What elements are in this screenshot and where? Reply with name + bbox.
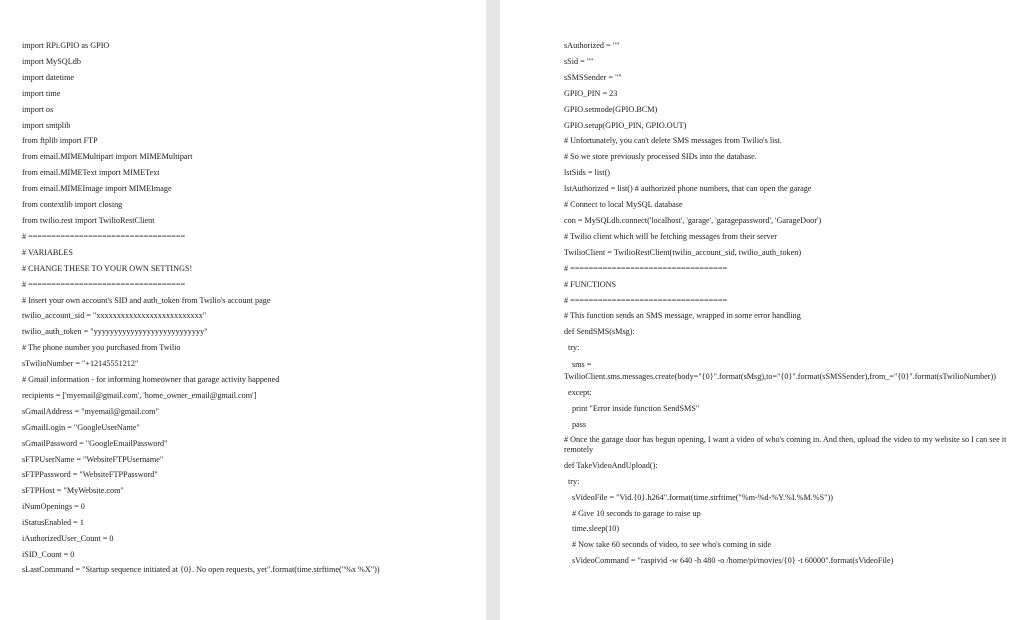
separator-comment: # ==================================	[22, 231, 186, 241]
separator-comment: # ==================================	[22, 279, 186, 289]
code-line: sAuthorized = ""	[564, 41, 620, 50]
code-line: from ftplib import FTP	[22, 136, 98, 146]
code-comment: # Once the garage door has begun opening, I want a video of who's coming in. And then, upload the video to my website so I can see it remotely	[564, 434, 1007, 454]
code-line: sSid = ""	[564, 56, 594, 66]
code-line: import datetime	[22, 72, 75, 82]
code-comment: # Twilio client which will be fetching messages from their server	[564, 231, 778, 241]
code-line: print "Error inside function SendSMS"	[572, 404, 700, 414]
code-line: TwilioClient.sms.messages.create(body="{0}".format(sMsg),to="{0}".format(sSMSSender),from_="{0}".format(sTwilioNumber))	[564, 372, 996, 382]
code-line: sVideoCommand = "raspivid -w 640 -h 480 -o /home/pi/movies/{0} -t 60000".format(sVideoFile)	[572, 556, 894, 566]
code-line: import MySQLdb	[22, 56, 81, 66]
code-line: import time	[22, 88, 61, 98]
document-page-left	[0, 0, 486, 620]
code-line: TwilioClient = TwilioRestClient(twilio_account_sid, twilio_auth_token)	[564, 247, 802, 257]
code-line: iStatusEnabled = 1	[22, 518, 84, 528]
code-line: GPIO_PIN = 23	[564, 88, 618, 98]
code-line: sVideoFile = "Vid.{0}.h264".format(time.strftime("%m-%d-%Y.%I.%M.%S"))	[572, 492, 833, 502]
code-comment: # Insert your own account's SID and auth_token from Twilio's account page	[22, 295, 271, 305]
code-line: sms =	[572, 360, 592, 370]
section-comment: # FUNCTIONS	[564, 279, 617, 289]
code-comment: # Gmail information - for informing homeowner that garage activity happened	[22, 375, 280, 385]
code-comment: # Now take 60 seconds of video, to see who's coming in side	[572, 540, 772, 550]
section-comment: # VARIABLES	[22, 247, 73, 257]
code-comment: # This function sends an SMS message, wrapped in some error handling	[564, 311, 801, 321]
code-line: from twilio.rest import TwilioRestClient	[22, 215, 155, 225]
code-line: con = MySQLdb.connect('localhost', 'garage', 'garagepassword', 'GarageDoor')	[564, 215, 822, 225]
document-page-right	[500, 0, 1024, 620]
code-line: def TakeVideoAndUpload():	[564, 460, 658, 470]
code-line: from contextlib import closing	[22, 200, 123, 210]
code-line: try:	[568, 343, 580, 353]
code-line: import os	[22, 104, 54, 114]
code-line: iAuthorizedUser_Count = 0	[22, 534, 114, 544]
code-line: pass	[572, 419, 587, 429]
code-line: GPIO.setup(GPIO_PIN, GPIO.OUT)	[564, 120, 687, 130]
code-line: sTwilioNumber = "+12145551212"	[22, 359, 139, 369]
code-line: sGmailLogin = "GoogleUserName"	[22, 422, 140, 432]
code-line: sFTPHost = "MyWebsite.com"	[22, 486, 124, 496]
code-line: twilio_auth_token = "yyyyyyyyyyyyyyyyyyyyyyyyyyy"	[22, 327, 208, 337]
code-line: twilio_account_sid = "xxxxxxxxxxxxxxxxxxxxxxxxxx"	[22, 311, 207, 321]
code-comment: # Give 10 seconds to garage to raise up	[572, 508, 701, 518]
code-line: lstAuthorized = list() # authorized phone numbers, that can open the garage	[564, 184, 812, 194]
code-line: from email.MIMEImage import MIMEImage	[22, 184, 172, 194]
code-line: try:	[568, 476, 580, 486]
code-line: recipients = ['myemail@gmail.com', 'home_owner_email@gmail.com']	[22, 390, 257, 400]
code-comment: # Connect to local MySQL database	[564, 200, 683, 210]
code-line: GPIO.setmode(GPIO.BCM)	[564, 104, 658, 114]
code-line: sFTPUserName = "WebsiteFTPUsername"	[22, 454, 164, 464]
code-line: iSID_Count = 0	[22, 550, 75, 559]
code-line: lstSids = list()	[564, 168, 611, 178]
code-line: sGmailPassword = "GoogleEmailPassword"	[22, 438, 168, 448]
code-line: sLastCommand = "Startup sequence initiated at {0}. No open requests, yet".format(time.strftime("%x %X"))	[22, 564, 380, 574]
separator-comment: # ==================================	[564, 295, 728, 305]
code-line: sFTPPassword = "WebsiteFTPPassword"	[22, 470, 158, 480]
section-comment: # CHANGE THESE TO YOUR OWN SETTINGS!	[22, 263, 193, 273]
code-comment: # So we store previously processed SIDs into the database.	[564, 152, 757, 162]
code-line: except:	[568, 388, 592, 398]
code-line: def SendSMS(sMsg):	[564, 327, 635, 337]
code-line: import RPi.GPIO as GPIO	[22, 41, 110, 50]
code-line: time.sleep(10)	[572, 524, 620, 534]
code-line: from email.MIMEText import MIMEText	[22, 168, 160, 178]
code-line: import smtplib	[22, 120, 71, 130]
code-comment: # The phone number you purchased from Twilio	[22, 343, 181, 353]
code-line: sSMSSender = ""	[564, 72, 622, 82]
separator-comment: # ==================================	[564, 263, 728, 273]
code-line: sGmailAddress = "myemail@gmail.com"	[22, 406, 159, 416]
code-comment: # Unfortunately, you can't delete SMS messages from Twilio's list.	[564, 136, 782, 146]
code-line: iNumOpenings = 0	[22, 502, 85, 512]
code-line: from email.MIMEMultipart import MIMEMultipart	[22, 152, 193, 162]
